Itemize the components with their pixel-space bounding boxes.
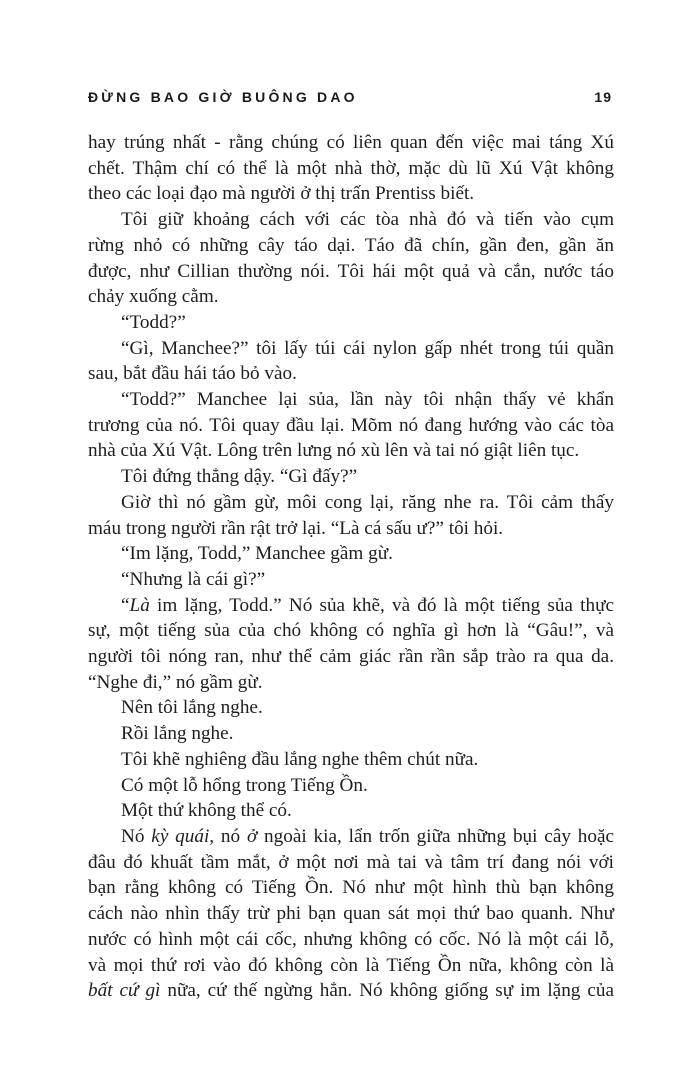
page-number: 19 bbox=[594, 89, 612, 105]
text-line: nhà của Xú Vật. Lông trên lưng nó xù lên và tai nó giật liên tục. bbox=[88, 440, 580, 462]
emphasis: bất cứ gì bbox=[88, 980, 161, 1002]
text-line: “Todd?” Manchee lại sủa, lần này tôi nhận thấy vẻ khẩn bbox=[121, 389, 614, 411]
paragraph bbox=[88, 490, 614, 541]
text-line bbox=[88, 978, 614, 1004]
text-line: “Im lặng, Todd,” Manchee gầm gừ. bbox=[121, 543, 393, 565]
paragraph bbox=[88, 747, 614, 773]
emphasis: Là bbox=[129, 594, 150, 616]
text-line: nước có hình một cái cốc, nhưng không có cốc. Nó là một cái lỗ, bbox=[88, 928, 614, 950]
paragraph bbox=[88, 207, 614, 310]
text-line: “Gì, Manchee?” tôi lấy túi cái nylon gấp nhét trong túi quần bbox=[121, 337, 614, 359]
emphasis: kỳ quái, bbox=[151, 825, 215, 847]
paragraph bbox=[88, 593, 614, 696]
paragraph bbox=[88, 541, 614, 567]
text-line: máu trong người rần rật trở lại. “Là cá sấu ư?” tôi hỏi. bbox=[88, 517, 504, 539]
text-line: chết. Thậm chí có thể là một nhà thờ, mặc dù lũ Xú Vật không bbox=[88, 157, 614, 179]
text-line: sự, một tiếng sủa của chó không có nghĩa gì hơn là “Gâu!”, và bbox=[88, 620, 614, 642]
text-line: Một thứ không thể có. bbox=[121, 800, 292, 822]
paragraph bbox=[88, 721, 614, 747]
paragraph bbox=[88, 387, 614, 464]
text-line: sau, bắt đầu hái táo bỏ vào. bbox=[88, 363, 297, 385]
text-line: rừng nhỏ có những cây táo dại. Táo đã chín, gần đen, gần ăn bbox=[88, 234, 614, 256]
running-header bbox=[88, 86, 612, 108]
text-line: cách nào nhìn thấy trừ phi bạn quan sát mọi thứ bao quanh. Như bbox=[88, 903, 614, 925]
paragraph bbox=[88, 130, 614, 207]
paragraph bbox=[88, 798, 614, 824]
text-run: ngoài kia, lẩn trốn giữa những bụi cây hoặc bbox=[257, 825, 614, 847]
text-line: theo các loại đạo mà người ở thị trấn Prentiss biết. bbox=[88, 183, 475, 205]
text-line: được, như Cillian thường nói. Tôi hái một quả và cắn, nước táo bbox=[88, 260, 614, 282]
text-line: “Nghe đi,” nó gầm gừ. bbox=[88, 671, 263, 693]
text-run: nó bbox=[214, 825, 247, 847]
paragraph bbox=[88, 336, 614, 387]
paragraph bbox=[88, 310, 614, 336]
text-line: bạn rằng không có Tiếng Ồn. Nó như một hình thù bạn không bbox=[88, 877, 614, 899]
text-line: Rồi lắng nghe. bbox=[121, 723, 234, 745]
text-run: Nó bbox=[121, 825, 152, 847]
text-line: Tôi đứng thẳng dậy. “Gì đấy?” bbox=[121, 466, 358, 488]
text-line bbox=[88, 824, 614, 850]
paragraph bbox=[88, 773, 614, 799]
book-title: ĐỪNG BAO GIỜ BUÔNG DAO bbox=[88, 89, 358, 105]
emphasis: ở bbox=[246, 825, 258, 847]
paragraph bbox=[88, 824, 614, 1004]
text-line: “Nhưng là cái gì?” bbox=[121, 568, 266, 590]
text-line: Có một lỗ hổng trong Tiếng Ồn. bbox=[121, 774, 368, 796]
quote-mark: “ bbox=[121, 594, 130, 616]
text-line: Nên tôi lắng nghe. bbox=[121, 697, 263, 719]
paragraph bbox=[88, 567, 614, 593]
paragraph bbox=[88, 695, 614, 721]
text-run: im lặng, Todd.” Nó sủa khẽ, và đó là một tiếng sủa thực bbox=[149, 594, 614, 616]
paragraph bbox=[88, 464, 614, 490]
text-line: Tôi giữ khoảng cách với các tòa nhà đó và tiến vào cụm bbox=[121, 209, 614, 231]
text-line bbox=[88, 593, 614, 619]
text-line: và mọi thứ rơi vào đó không còn là Tiếng Ồn nữa, không còn là bbox=[88, 954, 614, 976]
text-line: hay trúng nhất - rằng chúng có liên quan đến việc mai táng Xú bbox=[88, 132, 614, 153]
text-line: Tôi khẽ nghiêng đầu lắng nghe thêm chút nữa. bbox=[121, 748, 479, 770]
text-line: người tôi nóng ran, như thể cảm giác rần rần sắp trào ra qua da. bbox=[88, 646, 614, 668]
text-line: đâu đó khuất tầm mắt, ở một nơi mà tai và tâm trí đang nói với bbox=[88, 851, 614, 873]
text-line: “Todd?” bbox=[121, 311, 186, 333]
text-line: trương của nó. Tôi quay đầu lại. Mõm nó đang hướng vào các tòa bbox=[88, 414, 614, 436]
text-run: nữa, cứ thế ngừng hẳn. Nó không giống sự im lặng của bbox=[160, 980, 614, 1002]
text-line: Giờ thì nó gầm gừ, môi cong lại, răng nhe ra. Tôi cảm thấy bbox=[121, 491, 614, 513]
text-line: chảy xuống cằm. bbox=[88, 286, 219, 308]
body-text bbox=[88, 130, 614, 1004]
